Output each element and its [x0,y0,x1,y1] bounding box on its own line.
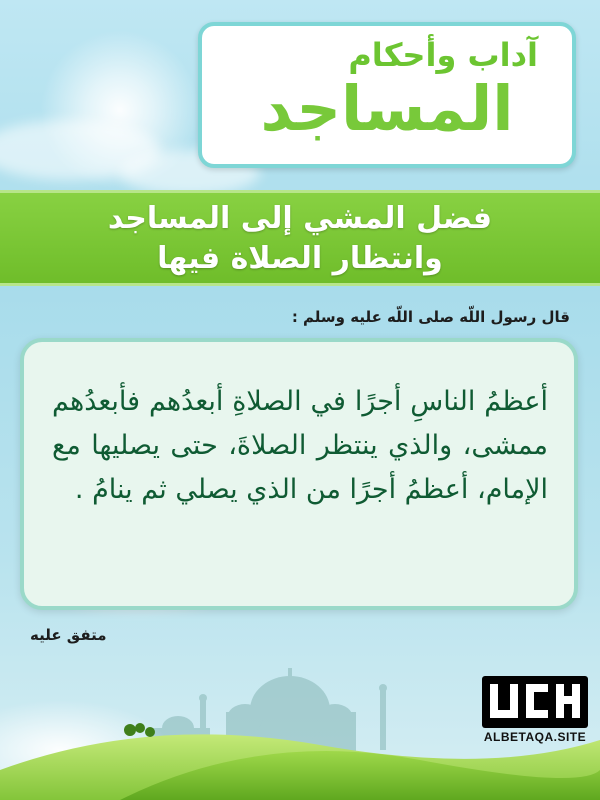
logo-site-text: ALBETAQA.SITE [483,730,587,744]
page-title: المساجد [260,72,514,145]
section-banner [0,190,600,286]
hadith-card [20,338,578,610]
hadith-source: متفق عليه [30,626,107,644]
title-subtitle: آداب وأحكام [348,36,538,74]
section-title-line-2: وانتظار الصلاة فيها [157,241,443,276]
hadith-intro: قال رسول اللّه صلى اللّه عليه وسلم : [291,308,570,326]
albetaqa-logo-icon [482,676,588,728]
section-title-line-1: فضل المشي إلى المساجد [107,201,493,236]
title-card [198,22,576,168]
hadith-text: أعظمُ الناسِ أجرًا في الصلاةِ أبعدُهم فأبعدُهم ممشى، والذي ينتظر الصلاةَ، حتى يصليها مع الإمام، أعظمُ أجرًا من الذي يصلي ثم ينامُ . [52,386,548,505]
albetaqa-logo [476,676,594,752]
